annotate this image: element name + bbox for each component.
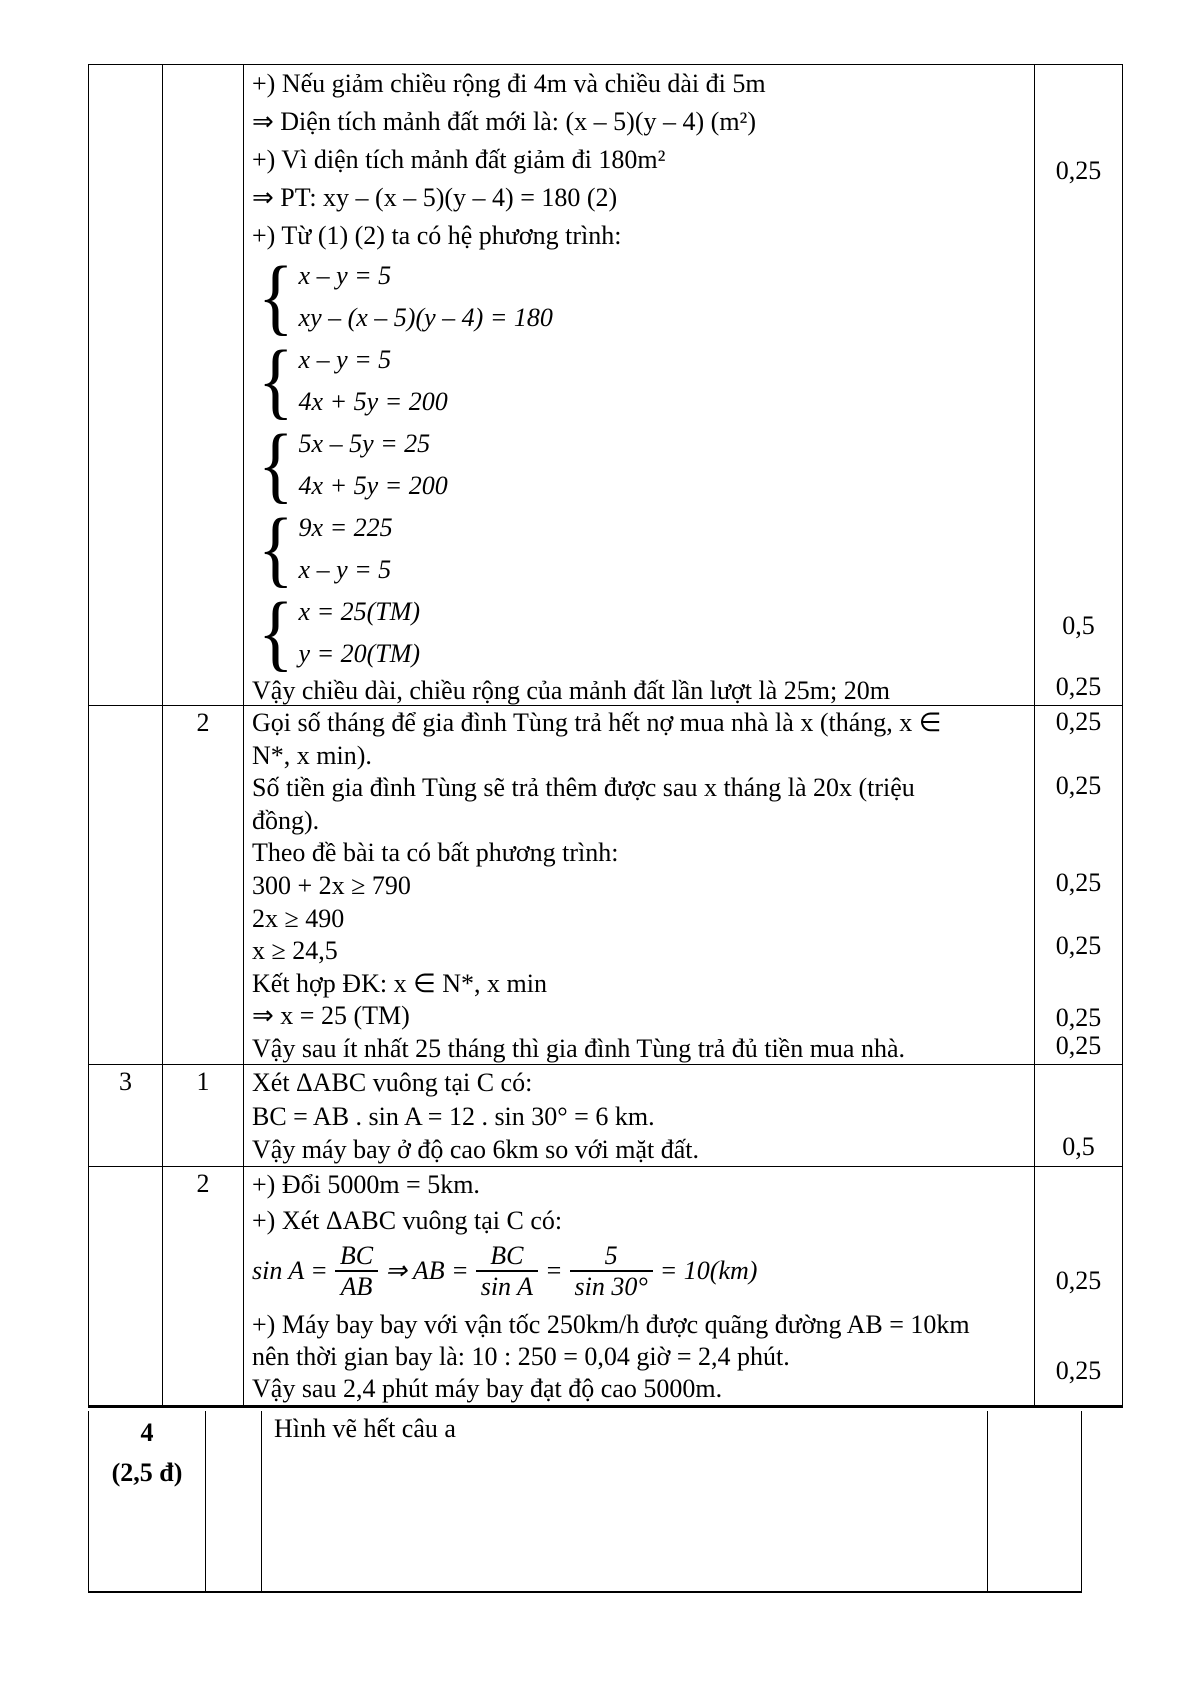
conclusion-line: Vậy sau ít nhất 25 tháng thì gia đình Tùng trả đủ tiền mua nhà. bbox=[252, 1033, 906, 1063]
row-q3-part2 bbox=[89, 1167, 1122, 1405]
answer-table bbox=[88, 64, 1123, 1408]
conclusion-line: Vậy máy bay ở độ cao 6km so với mặt đất. bbox=[252, 1135, 700, 1164]
sub-question-cell: 1 bbox=[163, 1065, 244, 1166]
content-line: 2x ≥ 490 bbox=[252, 903, 345, 933]
equation: y = 20(TM) bbox=[298, 639, 421, 668]
content-line: đồng). bbox=[252, 805, 320, 835]
point-value: 0,25 bbox=[1055, 156, 1102, 185]
sub-question-cell bbox=[206, 1411, 262, 1591]
sub-question-cell: 2 bbox=[163, 1167, 244, 1405]
denominator: sin A bbox=[480, 1272, 533, 1301]
brace-symbol: { bbox=[258, 501, 294, 597]
equation-system bbox=[258, 249, 1024, 345]
formula-line bbox=[252, 1239, 1024, 1303]
content-line: +) Đổi 5000m = 5km. bbox=[252, 1170, 480, 1199]
content-line: Hình vẽ hết câu a bbox=[274, 1414, 456, 1443]
row-q2-part2 bbox=[89, 706, 1122, 1065]
points-cell bbox=[1035, 1167, 1122, 1405]
row-q2-part1 bbox=[89, 65, 1122, 706]
point-value: 0,25 bbox=[1055, 707, 1102, 736]
numerator: BC bbox=[476, 1241, 538, 1272]
content-line: BC = AB . sin A = 12 . sin 30° = 6 km. bbox=[252, 1101, 655, 1131]
equation: 9x = 225 bbox=[298, 513, 393, 542]
sub-question-cell: 2 bbox=[163, 706, 244, 1064]
answer-content-cell bbox=[244, 1167, 1035, 1405]
content-line: nên thời gian bay là: 10 : 250 = 0,04 giờ = 2,4 phút. bbox=[252, 1342, 790, 1371]
equation-system bbox=[258, 585, 1024, 681]
equation-system bbox=[258, 417, 1024, 513]
answer-content-cell bbox=[244, 65, 1035, 705]
question-4-table bbox=[88, 1411, 1082, 1593]
question-number-cell: 3 bbox=[89, 1065, 163, 1166]
point-value: 0,25 bbox=[1055, 1031, 1102, 1060]
conclusion-line: Vậy chiều dài, chiều rộng của mảnh đất lần lượt là 25m; 20m bbox=[252, 676, 890, 705]
denominator: AB bbox=[340, 1272, 373, 1301]
brace-symbol: { bbox=[258, 249, 294, 345]
brace-symbol: { bbox=[258, 333, 294, 429]
question-number-cell bbox=[89, 65, 163, 705]
content-line: +) Nếu giảm chiều rộng đi 4m và chiều dài đi 5m bbox=[252, 69, 766, 98]
equation: x – y = 5 bbox=[298, 261, 392, 290]
equation-system bbox=[258, 501, 1024, 597]
equation: x = 25(TM) bbox=[298, 597, 421, 626]
answer-content-cell bbox=[244, 1065, 1035, 1166]
brace-symbol: { bbox=[258, 417, 294, 513]
points-cell bbox=[1035, 65, 1122, 705]
point-value: 0,5 bbox=[1062, 1132, 1095, 1161]
content-line: Gọi số tháng để gia đình Tùng trả hết nợ mua nhà là x (tháng, x ∈ bbox=[252, 708, 942, 737]
point-value: 0,25 bbox=[1055, 771, 1102, 800]
equation: xy – (x – 5)(y – 4) = 180 bbox=[298, 303, 553, 332]
question-score: (2,5 đ) bbox=[111, 1458, 183, 1487]
point-value: 0,5 bbox=[1062, 611, 1095, 640]
equation: 5x – 5y = 25 bbox=[298, 429, 431, 458]
point-value: 0,25 bbox=[1055, 672, 1102, 701]
content-line: x ≥ 24,5 bbox=[252, 936, 338, 966]
content-line: Theo đề bài ta có bất phương trình: bbox=[252, 838, 619, 868]
sub-question-cell bbox=[163, 65, 244, 705]
fraction bbox=[476, 1241, 538, 1301]
numerator: 5 bbox=[570, 1241, 653, 1272]
content-block bbox=[252, 1309, 1024, 1405]
points-cell bbox=[1035, 1065, 1122, 1166]
content-line: N*, x min). bbox=[252, 740, 372, 770]
content-line: +) Máy bay bay với vận tốc 250km/h được quãng đường AB = 10km bbox=[252, 1310, 970, 1339]
equation-system bbox=[258, 333, 1024, 429]
equation: x – y = 5 bbox=[298, 555, 392, 584]
content-line: Kết hợp ĐK: x ∈ N*, x min bbox=[252, 968, 547, 998]
fraction bbox=[335, 1241, 378, 1301]
content-line: Số tiền gia đình Tùng sẽ trả thêm được sau x tháng là 20x (triệu bbox=[252, 773, 915, 803]
question-number-cell bbox=[89, 1411, 206, 1591]
numerator: BC bbox=[335, 1241, 378, 1272]
content-line: ⇒ PT: xy – (x – 5)(y – 4) = 180 (2) bbox=[252, 183, 618, 212]
content-line: Xét ΔABC vuông tại C có: bbox=[252, 1068, 533, 1097]
fraction bbox=[570, 1241, 653, 1301]
equation: 4x + 5y = 200 bbox=[298, 387, 448, 416]
equation: x – y = 5 bbox=[298, 345, 392, 374]
content-line: +) Xét ΔABC vuông tại C có: bbox=[252, 1206, 563, 1235]
point-value: 0,25 bbox=[1055, 868, 1102, 897]
points-cell bbox=[1035, 706, 1122, 1064]
answer-content-cell bbox=[244, 706, 1035, 1064]
question-number: 4 bbox=[140, 1418, 154, 1447]
points-cell bbox=[988, 1411, 1081, 1591]
formula-text: ⇒ AB = bbox=[385, 1256, 469, 1285]
formula-text: = bbox=[544, 1256, 563, 1285]
formula-text: sin A = bbox=[252, 1256, 328, 1285]
content-line: ⇒ Diện tích mảnh đất mới là: (x – 5)(y – 4) (m²) bbox=[252, 107, 756, 136]
content-line: 300 + 2x ≥ 790 bbox=[252, 870, 411, 900]
answer-content-cell bbox=[262, 1411, 988, 1591]
denominator: sin 30° bbox=[574, 1272, 648, 1301]
point-value: 0,25 bbox=[1055, 1003, 1102, 1032]
question-number-cell bbox=[89, 1167, 163, 1405]
conclusion-line: Vậy sau 2,4 phút máy bay đạt độ cao 5000m. bbox=[252, 1374, 723, 1403]
point-value: 0,25 bbox=[1055, 931, 1102, 960]
brace-symbol: { bbox=[258, 585, 294, 681]
formula-text: = 10(km) bbox=[659, 1256, 758, 1285]
question-number-cell bbox=[89, 706, 163, 1064]
content-line: +) Vì diện tích mảnh đất giảm đi 180m² bbox=[252, 145, 666, 174]
content-line: ⇒ x = 25 (TM) bbox=[252, 1001, 410, 1031]
content-line: +) Từ (1) (2) ta có hệ phương trình: bbox=[252, 221, 622, 250]
point-value: 0,25 bbox=[1055, 1266, 1102, 1295]
equation: 4x + 5y = 200 bbox=[298, 471, 448, 500]
point-value: 0,25 bbox=[1055, 1356, 1102, 1385]
row-q3-part1 bbox=[89, 1065, 1122, 1167]
